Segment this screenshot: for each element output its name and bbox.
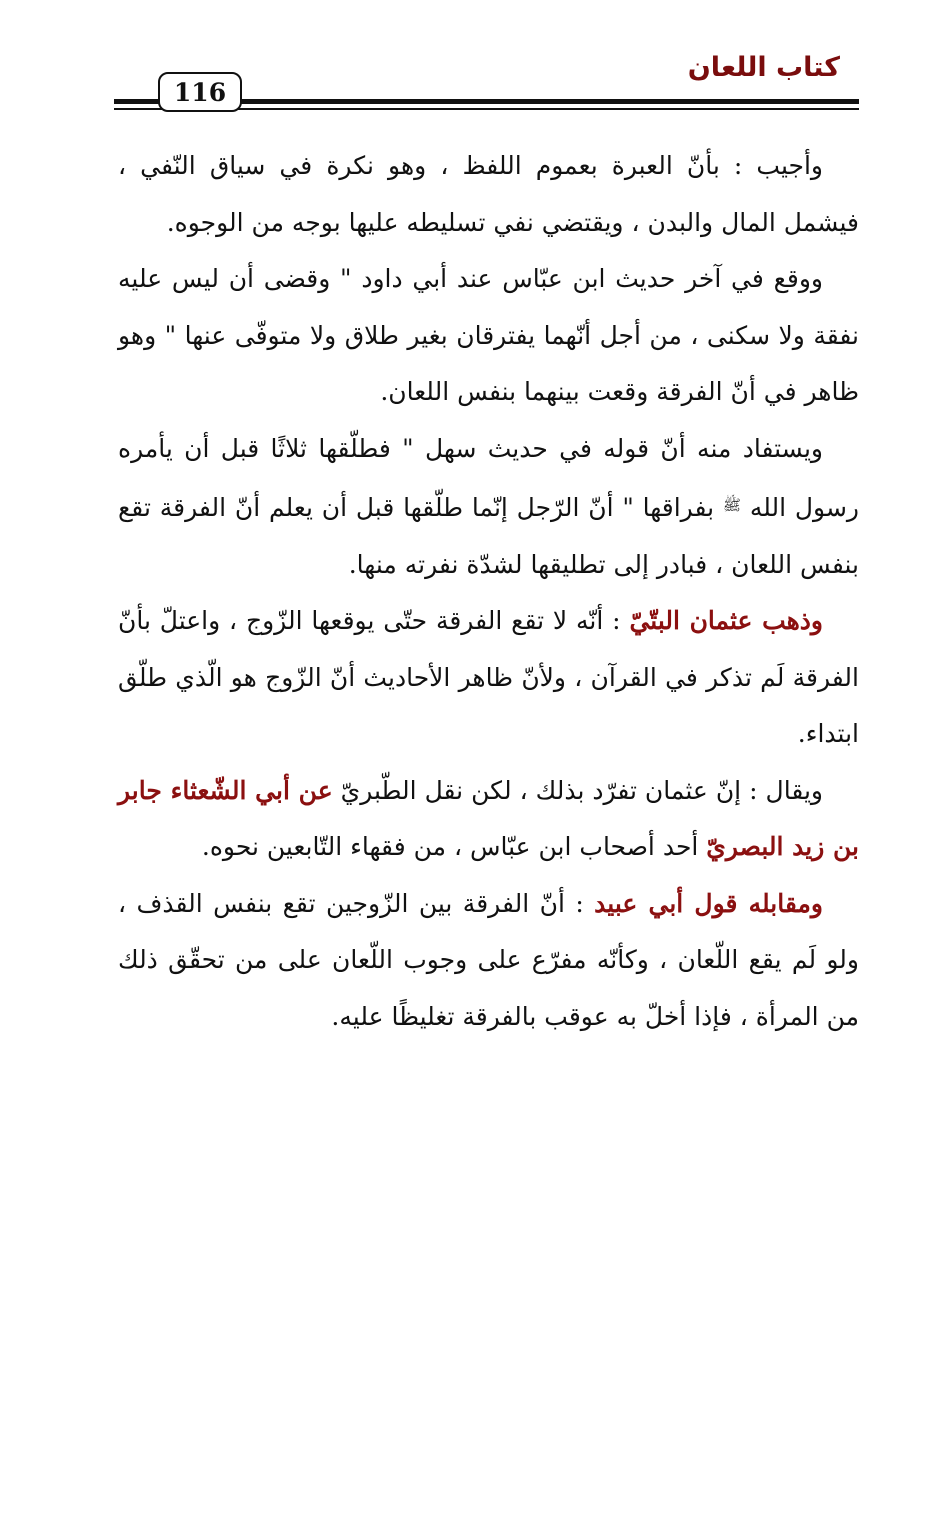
paragraph-text: ووقع في آخر حديث ابن عبّاس عند أبي داود " وقضى أن ليس عليه نفقة ولا سكنى ، من أجل أنّهما يفترقان بغير طلاق ولا متوفّى عنها " وهو ظاهر في أنّ الفرقة وقعت بينهما بنفس اللعان. — [118, 264, 859, 406]
paragraph — [118, 763, 859, 876]
paragraph — [118, 421, 859, 594]
page-number: 116 — [158, 72, 242, 112]
scholar-name-highlight: عن أبي الشّعثاء جابر بن زيد البصريّ — [118, 775, 859, 861]
paragraph-text: : أنّه لا تقع الفرقة حتّى يوقعها الزّوج ، واعتلّ بأنّ الفرقة لَم تذكر في القرآن ، ولأنّ ظاهر الأحاديث أنّ الزّوج هو الّذي طلّق ابتداء. — [118, 606, 859, 748]
scholar-name-highlight: ومقابله قول أبي عبيد — [594, 888, 823, 918]
paragraph — [118, 138, 859, 251]
paragraph-text: وأجيب : بأنّ العبرة بعموم اللفظ ، وهو نكرة في سياق النّفي ، فيشمل المال والبدن ، ويقتضي نفي تسليطه عليها بوجه من الوجوه. — [118, 151, 859, 237]
paragraph-text: ويستفاد منه أنّ قوله في حديث سهل " فطلّقها ثلاثًا قبل أن يأمره رسول الله — [118, 433, 859, 522]
paragraph — [118, 593, 859, 763]
paragraph — [118, 876, 859, 1046]
paragraph — [118, 251, 859, 421]
paragraph-text: : أنّ الفرقة بين الزّوجين تقع بنفس القذف ، ولو لَم يقع اللّعان ، وكأنّه مفرّع على وجوب اللّعان على من تحقّق ذلك من المرأة ، فإذا أخلّ به عوقب بالفرقة تغليظًا عليه. — [118, 888, 859, 1031]
page-body — [118, 138, 859, 1045]
scholar-name-highlight: وذهب عثمان البتّيّ — [629, 606, 824, 635]
salawat-symbol: ﷺ — [722, 496, 742, 514]
paragraph-text: ويقال : إنّ عثمان تفرّد بذلك ، لكن نقل الطّبريّ — [332, 775, 823, 805]
book-title: كتاب اللعان — [687, 52, 840, 83]
paragraph-text: أحد أصحاب ابن عبّاس ، من فقهاء التّابعين نحوه. — [201, 832, 707, 861]
page-header — [0, 0, 945, 130]
paragraph-text: بفراقها " أنّ الرّجل إنّما طلّقها قبل أن يعلم أنّ الفرقة تقع بنفس اللعان ، فبادر إلى تطليقها لشدّة نفرته منها. — [118, 493, 859, 579]
